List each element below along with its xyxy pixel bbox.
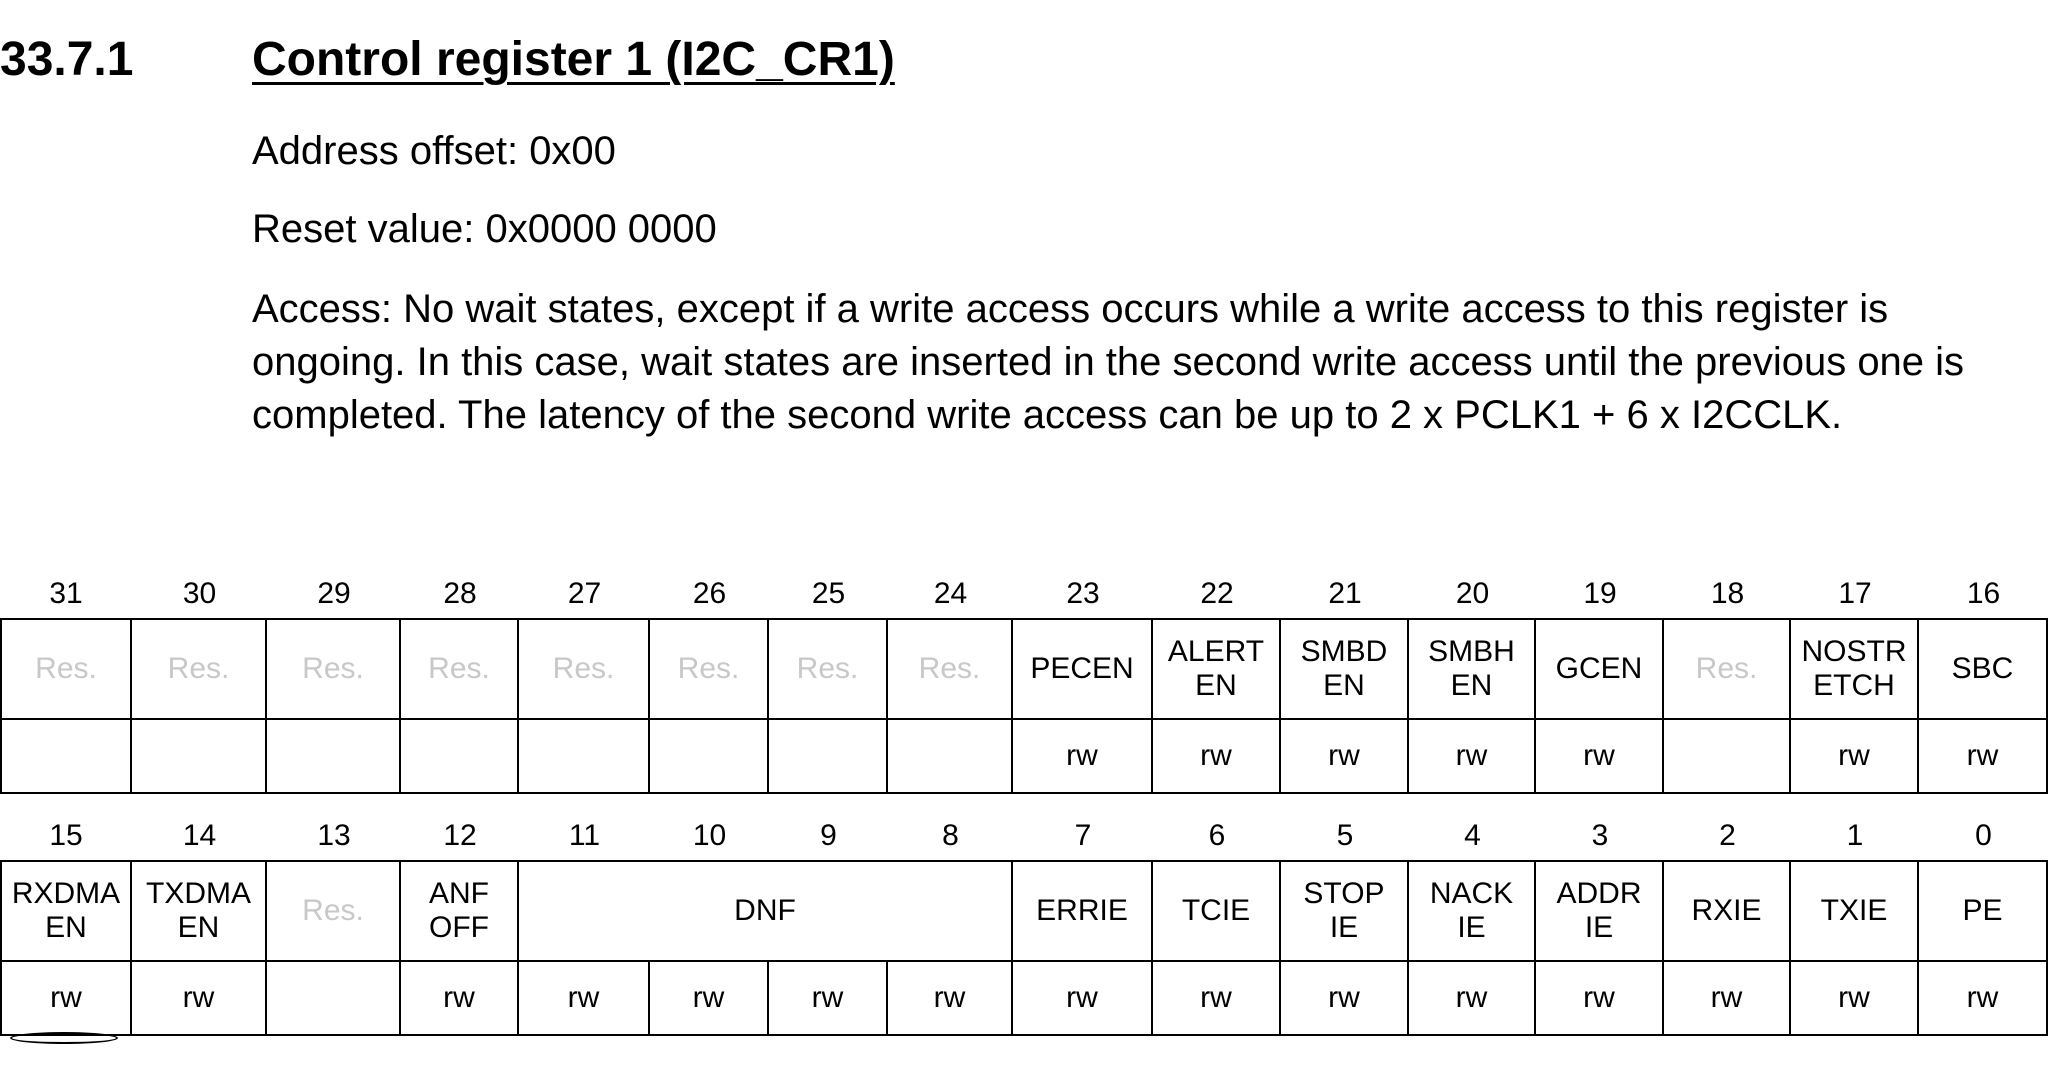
field-name-line: Res. [796,652,859,685]
lower-field-rxie [1664,860,1791,962]
bit-number: 22 [1200,577,1234,610]
field-name-line: ANF [429,877,489,910]
upper-access-reserved [401,720,519,794]
bit-number: 21 [1328,577,1362,610]
upper-access-reserved [650,720,769,794]
bit-number: 8 [942,819,959,852]
field-name-line: ERRIE [1036,894,1128,927]
upper-access-smbden: rw [1281,720,1409,794]
upper-access-reserved [519,720,650,794]
field-name-line: NOSTR [1801,635,1907,668]
field-name-line: NACK [1429,877,1514,910]
lower-field-txdmaen [132,860,267,962]
field-name-line: DNF [734,894,796,927]
field-name-line: RXIE [1691,894,1762,927]
bit-number: 10 [692,819,727,852]
upper-access-gcen: rw [1536,720,1664,794]
upper-access-reserved [769,720,888,794]
upper-access-alerten: rw [1153,720,1281,794]
upper-field-alerten [1153,618,1281,720]
field-name-line: EN [1195,669,1237,702]
lower-field-rxdmaen [0,860,132,962]
bit-number: 6 [1208,819,1226,852]
upper-field-reserved [132,618,267,720]
upper-field-reserved [267,618,401,720]
field-name-line: SMBH [1428,635,1515,668]
bit-number: 1 [1846,819,1864,852]
lower-field-reserved [267,860,401,962]
upper-access-nostretch: rw [1791,720,1919,794]
field-name-line: ALERT [1167,635,1265,668]
field-name-line: Res. [918,652,981,685]
access-description: Access: No wait states, except if a write access occurs while a write access to this register is ongoing. In this case, wait states are inserted in the second write access until the previous one is completed. The latency of the second write access can be up to 2 x PCLK1 + 6 x I2CCLK. [252,287,1965,437]
lower-access-nackie: rw [1409,962,1536,1036]
upper-field-reserved [888,618,1013,720]
field-name-line: TCIE [1181,894,1251,927]
section-title: Control register 1 (I2C_CR1) [252,33,895,86]
lower-access-reserved [267,962,401,1036]
lower-access-pe: rw [1919,962,2048,1036]
bit-number: 11 [568,819,601,852]
upper-field-sbc [1919,618,2048,720]
field-name-line: Res. [428,652,490,685]
field-name-line: OFF [429,911,489,944]
bit-number: 20 [1455,577,1490,610]
lower-access-stopie: rw [1281,962,1409,1036]
upper-field-reserved [650,618,769,720]
bit-number: 9 [820,819,837,852]
bit-number: 15 [49,819,83,852]
lower-access-dnf: rw [650,962,769,1036]
bit-number: 28 [443,577,477,610]
bit-number: 27 [567,577,602,610]
address-offset: Address offset: 0x00 [252,129,616,173]
bit-number: 24 [933,577,968,610]
upper-field-smbden [1281,618,1409,720]
field-name-line: Res. [302,894,364,927]
lower-access-dnf: rw [519,962,650,1036]
lower-access-txdmaen: rw [132,962,267,1036]
upper-field-reserved [401,618,519,720]
field-name-line: EN [1450,669,1493,702]
field-name-line: Res. [167,652,230,685]
lower-field-tcie [1153,860,1281,962]
field-name-line: ETCH [1813,669,1895,702]
bit-number: 19 [1583,577,1617,610]
bit-number: 7 [1074,819,1092,852]
lower-access-rxdmaen: rw [0,962,132,1036]
bit-number: 3 [1591,819,1609,852]
lower-field-stopie [1281,860,1409,962]
field-name-line: Res. [35,652,97,685]
bit-number: 26 [692,577,727,610]
upper-field-pecen [1013,618,1153,720]
upper-access-reserved [0,720,132,794]
bit-number: 13 [317,819,351,852]
field-name-line: TXIE [1820,894,1888,927]
bit-number: 5 [1336,819,1354,852]
field-name-line: IE [1457,911,1486,944]
field-name-line: EN [177,911,220,944]
field-name-line: GCEN [1555,652,1643,685]
lower-access-txie: rw [1791,962,1919,1036]
bit-number: 0 [1975,819,1992,852]
lower-access-addrie: rw [1536,962,1664,1036]
lower-field-addrie [1536,860,1664,962]
bit-number: 18 [1710,577,1745,610]
upper-access-reserved [267,720,401,794]
field-name-line: ADDR [1556,877,1642,910]
field-name-line: SMBD [1300,635,1388,668]
field-name-line: EN [45,911,87,944]
field-name-line: Res. [552,652,615,685]
field-name-line: SBC [1951,652,2014,685]
lower-field-anfoff [401,860,519,962]
field-name-line: Res. [1695,652,1758,685]
field-name-line: IE [1584,911,1614,944]
upper-access-reserved [888,720,1013,794]
upper-access-reserved [132,720,267,794]
bit-number: 2 [1719,819,1736,852]
bit-number: 31 [49,577,83,610]
annotation-oval [10,1032,118,1044]
lower-access-errie: rw [1013,962,1153,1036]
upper-access-sbc: rw [1919,720,2048,794]
field-name-line: TXDMA [146,877,251,910]
upper-access-pecen: rw [1013,720,1153,794]
upper-field-nostretch [1791,618,1919,720]
bit-number: 12 [443,819,477,852]
upper-field-reserved [769,618,888,720]
bit-number: 4 [1464,819,1481,852]
bit-number: 25 [811,577,846,610]
field-name-line: STOP [1303,877,1385,910]
lower-access-rxie: rw [1664,962,1791,1036]
lower-access-anfoff: rw [401,962,519,1036]
section-number: 33.7.1 [0,33,134,86]
upper-field-reserved [519,618,650,720]
lower-access-tcie: rw [1153,962,1281,1036]
field-name-line: RXDMA [11,877,121,910]
lower-field-txie [1791,860,1919,962]
upper-field-smbhen [1409,618,1536,720]
field-name-line: PE [1962,894,2003,927]
upper-field-gcen [1536,618,1664,720]
lower-access-dnf: rw [769,962,888,1036]
lower-access-dnf: rw [888,962,1013,1036]
field-name-line: IE [1329,911,1359,944]
field-name-line: Res. [677,652,740,685]
bit-number: 17 [1838,577,1872,610]
field-name-line: Res. [302,652,364,685]
bit-number: 30 [182,577,217,610]
lower-field-errie [1013,860,1153,962]
bit-number: 14 [182,819,217,852]
upper-field-reserved [1664,618,1791,720]
bit-number: 29 [317,577,351,610]
field-name-line: PECEN [1030,652,1134,685]
reset-value: Reset value: 0x0000 0000 [252,207,717,251]
upper-field-reserved [0,618,132,720]
bit-number: 23 [1066,577,1100,610]
lower-field-nackie [1409,860,1536,962]
upper-access-smbhen: rw [1409,720,1536,794]
lower-field-pe [1919,860,2048,962]
bit-number: 16 [1966,577,2001,610]
lower-field-dnf [519,860,1013,962]
upper-access-reserved [1664,720,1791,794]
field-name-line: EN [1323,669,1365,702]
